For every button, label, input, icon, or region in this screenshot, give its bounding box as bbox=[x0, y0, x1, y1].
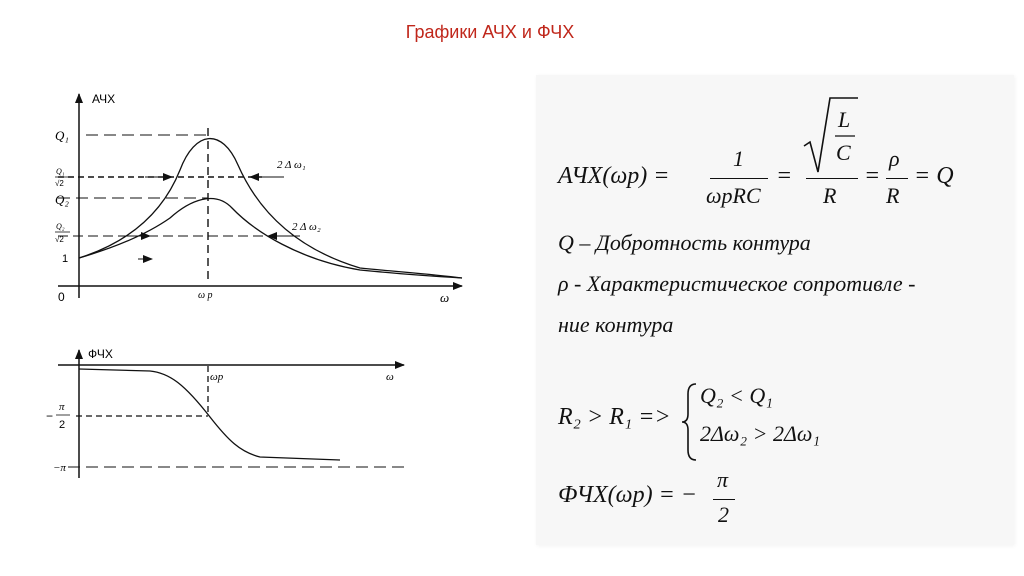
pfc-resonance-label: ωр bbox=[210, 371, 224, 383]
pfc-tick-minus: − bbox=[46, 409, 54, 423]
condition-1: Q₂ < Q₁ bbox=[700, 383, 773, 408]
tick-one: 1 bbox=[62, 253, 69, 265]
eq-sign-1: = bbox=[776, 163, 793, 189]
tick-q2: Q₂ bbox=[55, 192, 69, 207]
pfc-tick-pi: π bbox=[59, 401, 65, 413]
frac2-den: R bbox=[823, 183, 837, 208]
condition-lhs: R₂ > R₁ => bbox=[558, 404, 671, 430]
tick-sqrt2-a: √2 bbox=[55, 179, 64, 188]
frac3-bar bbox=[886, 178, 908, 179]
eq-sign-2: = bbox=[864, 163, 881, 189]
condition-2: 2Δω₂ > 2Δω₁ bbox=[700, 421, 821, 446]
sqrt-sign bbox=[800, 94, 860, 184]
afc-y-axis-label: АЧХ bbox=[92, 92, 116, 106]
curve-q1 bbox=[79, 139, 462, 278]
afc-origin-label: 0 bbox=[58, 290, 65, 304]
pfc-tick-two: 2 bbox=[59, 419, 66, 431]
bw1-label: 2 Δ ω₁ bbox=[277, 159, 306, 171]
pfc-tick-minus-pi: −π bbox=[53, 462, 66, 474]
rho-num: ρ bbox=[889, 146, 900, 171]
pfc-pi: π bbox=[717, 467, 729, 492]
system-brace bbox=[680, 382, 700, 462]
tick-q1-num: Q₁ bbox=[56, 167, 65, 176]
pfc-x-axis-label: ω bbox=[386, 371, 394, 383]
tick-sqrt2-b: √2 bbox=[55, 235, 64, 244]
rho-description-1: ρ - Характеристическое сопротивле - bbox=[558, 271, 916, 296]
pfc-two: 2 bbox=[718, 502, 729, 527]
pfc-frac-bar bbox=[713, 499, 735, 500]
rho-den: R bbox=[886, 183, 900, 208]
pfc-formula-lhs: ФЧХ(ωр) = − bbox=[558, 482, 697, 508]
afc-graph bbox=[0, 0, 520, 560]
formula-panel bbox=[536, 75, 1014, 545]
pfc-y-axis-label: ФЧХ bbox=[88, 347, 113, 361]
afc-x-axis-label: ω bbox=[440, 290, 450, 305]
tick-q2-num: Q₂ bbox=[56, 222, 65, 231]
sqrt-num: L bbox=[838, 107, 851, 132]
q-description: Q – Добротность контура bbox=[558, 230, 811, 255]
afc-formula-lhs: АЧХ(ωр) = bbox=[558, 163, 670, 189]
frac1-bar bbox=[710, 178, 768, 179]
eq-q: = Q bbox=[914, 163, 954, 189]
afc-resonance-label: ω р bbox=[198, 290, 213, 301]
rho-description-2: ние контура bbox=[558, 312, 674, 337]
bw2-label: 2 Δ ω₂ bbox=[292, 221, 321, 233]
frac1-den: ωрRC bbox=[706, 183, 761, 208]
curve-q2 bbox=[79, 199, 462, 278]
tick-q1: Q₁ bbox=[55, 128, 69, 143]
frac1-num: 1 bbox=[733, 146, 744, 171]
sqrt-den: C bbox=[836, 140, 851, 165]
frac2-bar bbox=[806, 178, 858, 179]
slide-title: Графики АЧХ и ФЧХ bbox=[405, 22, 575, 42]
